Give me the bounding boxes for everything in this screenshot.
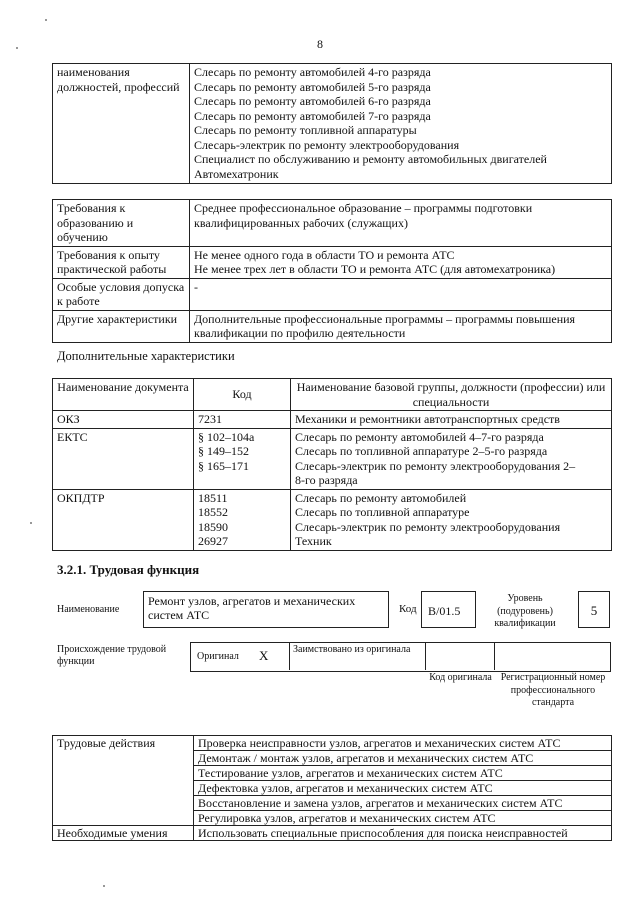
name-item: Слесарь-электрик по ремонту электрооборудования 2–: [295, 458, 576, 473]
name-label: Наименование: [57, 604, 120, 615]
position-item: Слесарь по ремонту автомобилей 4-го разряда: [194, 65, 431, 79]
positions-label: наименования должностей, профессий: [53, 64, 190, 184]
code-original-caption: Код оригинала: [429, 672, 492, 683]
origin-divider: [289, 642, 290, 670]
skills-label: Необходимые умения: [53, 826, 194, 841]
code-cell: [194, 428, 291, 489]
name-item: Техник: [295, 534, 332, 548]
positions-list: [190, 64, 612, 184]
additional-title: Дополнительные характеристики: [57, 349, 235, 363]
level-box: [578, 591, 610, 628]
section-heading: 3.2.1. Трудовая функция: [57, 562, 200, 577]
scan-speck: [30, 522, 32, 524]
requirement-line: квалифицированных рабочих (служащих): [194, 215, 408, 230]
origin-label: Происхождение трудовой функции: [57, 644, 167, 667]
header-name: Наименование базовой группы, должности (профессии) или специальности: [291, 379, 612, 411]
name-item: Слесарь-электрик по ремонту электрооборудования: [295, 519, 561, 534]
level-label: Уровень (подуровень) квалификации: [494, 593, 556, 629]
name-item: Слесарь по ремонту автомобилей 4–7-го разряда: [295, 429, 544, 444]
function-code: B/01.5: [428, 604, 461, 618]
requirement-line: Среднее профессиональное образование – программы подготовки: [194, 201, 533, 215]
doc-cell: ОКПДТР: [53, 489, 194, 550]
level-value: 5: [590, 603, 598, 618]
original-mark: X: [259, 648, 269, 663]
code-item: § 102–104а: [198, 429, 255, 444]
reg-number-caption: Регистрационный номер профессионального стандарта: [500, 672, 606, 708]
position-item: Слесарь по ремонту автомобилей 5-го разряда: [194, 79, 431, 94]
position-item: Слесарь по ремонту топливной аппаратуры: [194, 123, 417, 137]
name-cell: [291, 428, 612, 489]
page-number: 8: [317, 37, 323, 51]
name-item: 8-го разряда: [295, 473, 358, 487]
original-label: Оригинал: [197, 651, 239, 662]
positions-table: [52, 63, 612, 184]
name-cell: [291, 411, 612, 429]
requirement-line: Не менее трех лет в области ТО и ремонта АТС (для автомехатроника): [194, 262, 556, 276]
position-item: Специалист по обслуживанию и ремонту автомобильных двигателей: [194, 152, 547, 166]
requirement-value: [190, 246, 612, 278]
skill-item: Использовать специальные приспособления для поиска неисправностей: [194, 826, 612, 841]
labor-action: Проверка неисправности узлов, агрегатов и механических систем АТС: [194, 736, 612, 751]
requirement-line: квалификации по профилю деятельности: [194, 326, 406, 340]
code-item: 18590: [198, 519, 228, 534]
position-item: Слесарь-электрик по ремонту электрооборудования: [194, 137, 460, 152]
position-item: Автомехатроник: [194, 166, 279, 181]
requirement-label: Требования к образованию и обучению: [53, 200, 190, 247]
labor-action: Дефектовка узлов, агрегатов и механических систем АТС: [194, 781, 612, 796]
requirement-value: [190, 278, 612, 310]
labor-action: Регулировка узлов, агрегатов и механических систем АТС: [194, 811, 612, 826]
name-item: Механики и ремонтники автотранспортных средств: [295, 412, 560, 426]
position-item: Слесарь по ремонту автомобилей 6-го разряда: [194, 94, 431, 108]
requirement-label: Требования к опыту практической работы: [53, 246, 190, 278]
labor-action: Тестирование узлов, агрегатов и механических систем АТС: [194, 766, 612, 781]
function-code-box: [421, 591, 476, 628]
name-item: Слесарь по топливной аппаратуре: [295, 505, 470, 519]
origin-divider: [494, 642, 495, 670]
doc-cell: ЕКТС: [53, 428, 194, 489]
labor-action: Демонтаж / монтаж узлов, агрегатов и механических систем АТС: [194, 751, 612, 766]
name-cell: [291, 489, 612, 550]
header-doc: Наименование документа: [53, 379, 194, 411]
code-item: 7231: [198, 412, 222, 426]
function-name: Ремонт узлов, агрегатов и механических систем АТС: [148, 594, 356, 622]
header-code: Код: [194, 379, 291, 411]
code-item: 18552: [198, 505, 228, 519]
code-label: Код: [399, 603, 417, 615]
code-item: 18511: [198, 490, 228, 505]
doc-cell: ОКЗ: [53, 411, 194, 429]
labor-actions-label: Трудовые действия: [53, 736, 194, 826]
name-item: Слесарь по топливной аппаратуре 2–5-го разряда: [295, 444, 548, 458]
requirement-value: [190, 200, 612, 247]
borrowed-label: Заимствовано из оригинала: [293, 644, 411, 655]
function-name-box: [143, 591, 389, 628]
classifier-table: [52, 378, 612, 551]
requirement-label: Другие характеристики: [53, 310, 190, 342]
requirement-line: -: [194, 279, 198, 294]
position-item: Слесарь по ремонту автомобилей 7-го разряда: [194, 108, 431, 123]
code-item: 26927: [198, 534, 228, 548]
name-item: Слесарь по ремонту автомобилей: [295, 490, 467, 505]
labor-action: Восстановление и замена узлов, агрегатов и механических систем АТС: [194, 796, 612, 811]
requirement-label: Особые условия допуска к работе: [53, 278, 190, 310]
requirement-value: [190, 310, 612, 342]
requirements-table: [52, 199, 612, 343]
code-cell: [194, 411, 291, 429]
origin-divider: [425, 642, 426, 670]
code-item: § 165–171: [198, 458, 249, 473]
requirement-line: Не менее одного года в области ТО и ремонта АТС: [194, 247, 455, 262]
scan-speck: [103, 885, 105, 887]
requirement-line: Дополнительные профессиональные программы – программы повышения: [194, 311, 576, 326]
code-cell: [194, 489, 291, 550]
labor-actions-table: [52, 735, 612, 841]
scan-speck: [45, 19, 47, 21]
code-item: § 149–152: [198, 444, 249, 458]
